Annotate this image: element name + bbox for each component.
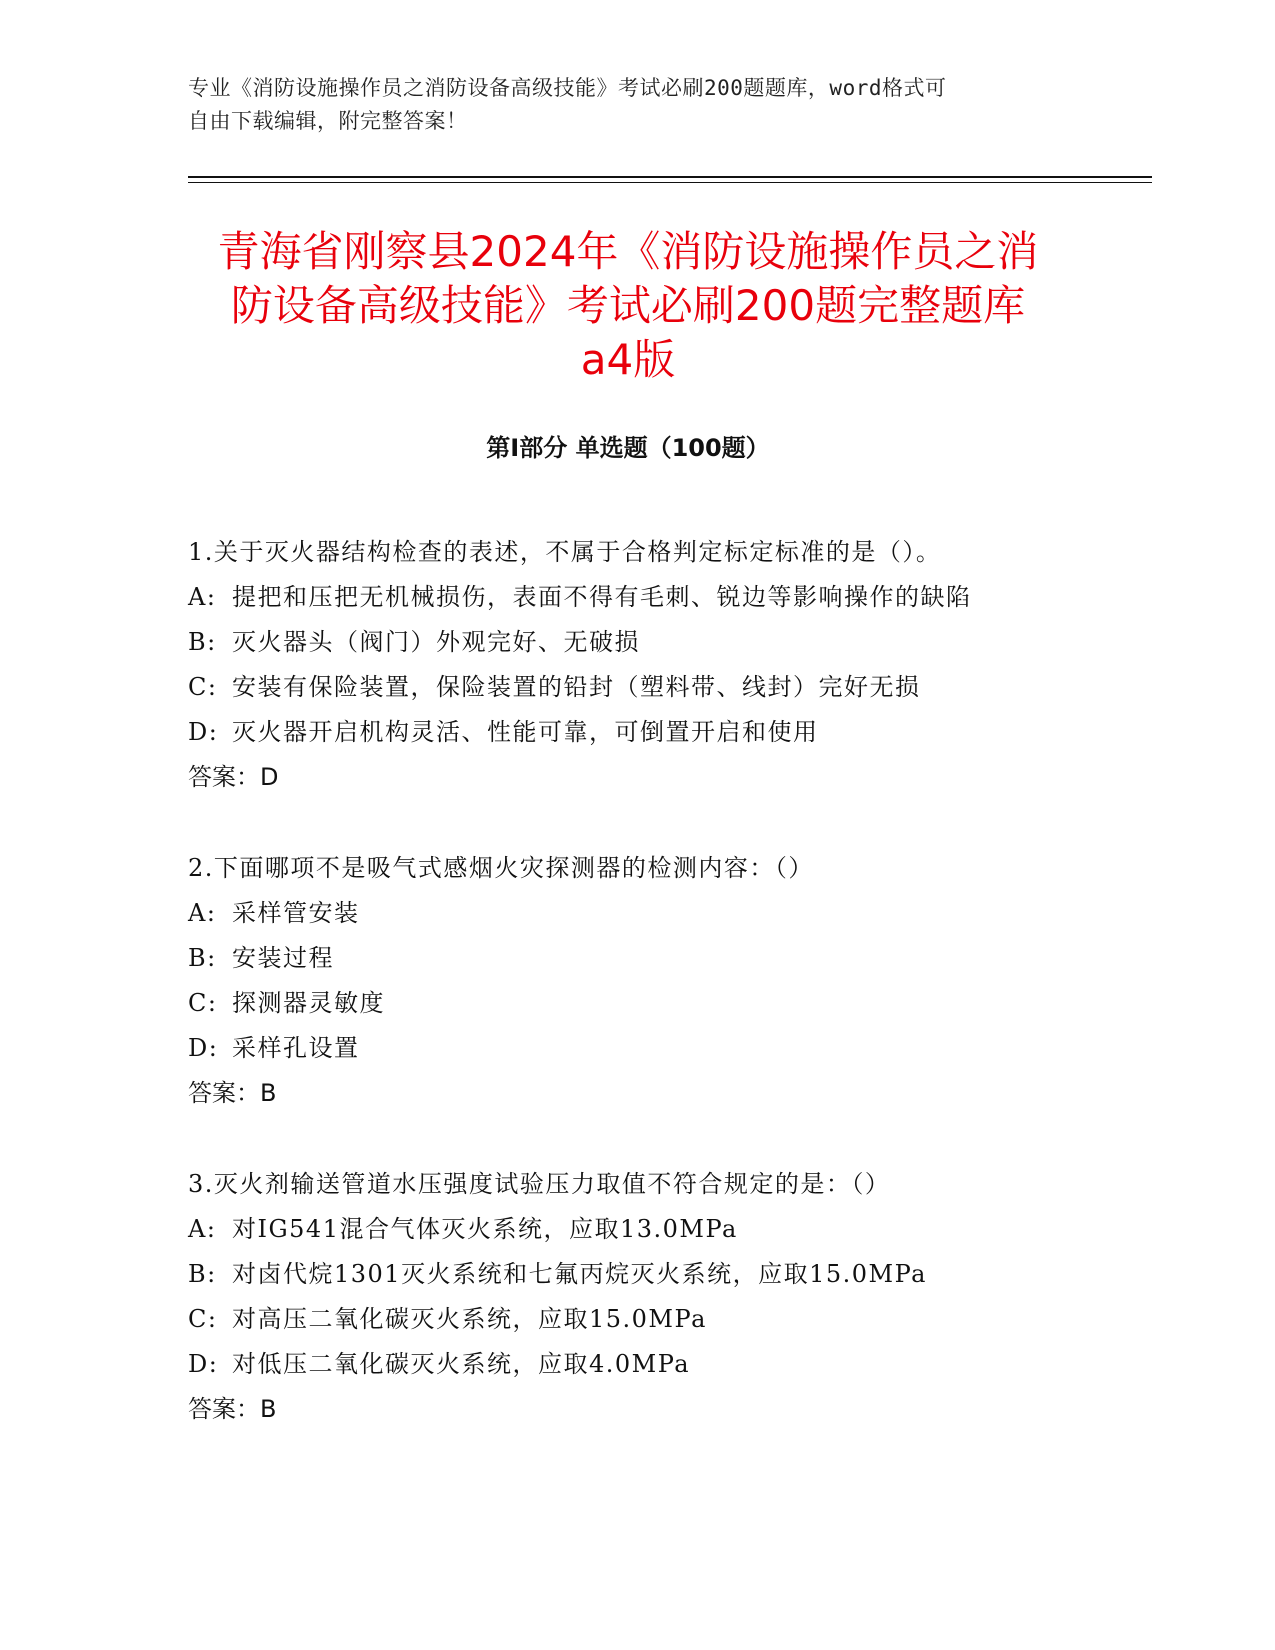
option-letter: C: [188, 1305, 218, 1333]
option-a [188, 1207, 1148, 1252]
option-text: 对高压二氧化碳灭火系统，应取15.0MPa [232, 1305, 707, 1333]
option-text: 提把和压把无机械损伤，表面不得有毛刺、锐边等影响操作的缺陷 [232, 583, 972, 611]
option-letter: B: [188, 944, 217, 972]
header-note [188, 72, 1068, 138]
option-letter: D: [188, 1034, 219, 1062]
document-title-line-3: a4版 [580, 335, 676, 384]
option-text: 采样管安装 [232, 899, 360, 927]
option-text: 对IG541混合气体灭火系统，应取13.0MPa [232, 1215, 738, 1243]
question-1 [188, 530, 1148, 800]
option-letter: B: [188, 1260, 217, 1288]
option-c [188, 665, 1148, 710]
option-letter: A: [188, 899, 217, 927]
option-text: 灭火器头（阀门）外观完好、无破损 [232, 628, 640, 656]
header-divider-thick [188, 176, 1152, 178]
header-note-line-1: 专业《消防设施操作员之消防设备高级技能》考试必刷200题题库，word格式可 [188, 76, 947, 100]
document-title-line-1: 青海省刚察县2024年《消防设施操作员之消 [217, 227, 1039, 276]
option-letter: A: [188, 583, 217, 611]
option-text: 对卤代烷1301灭火系统和七氟丙烷灭火系统，应取15.0MPa [232, 1260, 927, 1288]
section-heading: 第I部分 单选题（100题） [486, 434, 770, 462]
document-title [188, 225, 1068, 387]
option-text: 采样孔设置 [232, 1034, 360, 1062]
option-b [188, 620, 1148, 665]
option-text: 安装过程 [232, 944, 334, 972]
option-text: 安装有保险装置，保险装置的铅封（塑料带、线封）完好无损 [232, 673, 921, 701]
option-text: 探测器灵敏度 [232, 989, 385, 1017]
option-c [188, 981, 1148, 1026]
document-title-line-2: 防设备高级技能》考试必刷200题完整题库 [230, 281, 1026, 330]
question-stem: 2.下面哪项不是吸气式感烟火灾探测器的检测内容：（） [188, 854, 814, 882]
question-3 [188, 1162, 1148, 1432]
header-note-line-2: 自由下载编辑，附完整答案！ [188, 109, 468, 133]
option-letter: D: [188, 1350, 219, 1378]
answer-line: 答案：D [188, 763, 279, 791]
option-letter: A: [188, 1215, 217, 1243]
option-a [188, 575, 1148, 620]
option-b [188, 1252, 1148, 1297]
question-list [188, 530, 1148, 1478]
answer-line: 答案：B [188, 1395, 277, 1423]
option-letter: B: [188, 628, 217, 656]
option-text: 对低压二氧化碳灭火系统，应取4.0MPa [232, 1350, 691, 1378]
question-stem: 3.灭火剂输送管道水压强度试验压力取值不符合规定的是：（） [188, 1170, 891, 1198]
answer-line: 答案：B [188, 1079, 277, 1107]
option-letter: D: [188, 718, 219, 746]
option-a [188, 891, 1148, 936]
header-divider-thin [188, 182, 1152, 183]
option-d [188, 1026, 1148, 1071]
option-b [188, 936, 1148, 981]
option-letter: C: [188, 989, 218, 1017]
option-letter: C: [188, 673, 218, 701]
question-2 [188, 846, 1148, 1116]
question-stem: 1.关于灭火器结构检查的表述，不属于合格判定标定标准的是（）。 [188, 538, 942, 566]
option-text: 灭火器开启机构灵活、性能可靠，可倒置开启和使用 [232, 718, 819, 746]
option-c [188, 1297, 1148, 1342]
option-d [188, 1342, 1148, 1387]
option-d [188, 710, 1148, 755]
